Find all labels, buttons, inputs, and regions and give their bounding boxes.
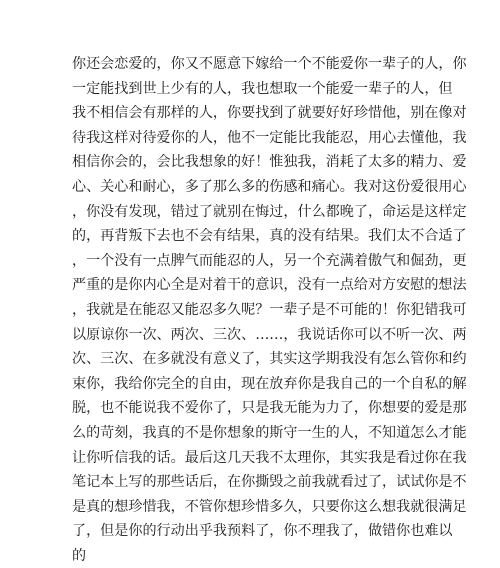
text-line: 次、三次、在多就没有意义了，其实这学期我没有怎么管你和约 xyxy=(72,351,467,368)
text-line: 心、关心和耐心，多了那么多的伤感和痛心。我对这份爱很用心 xyxy=(72,178,467,195)
text-line: ，一个没有一点脾气而能忍的人，另一个充满着傲气和倔劲，更 xyxy=(72,252,467,269)
text-line: 相信你会的，会比我想象的好！惟独我，消耗了太多的精力、爱 xyxy=(72,154,467,171)
text-line: 一定能找到世上少有的人，我也想取一个能爱一辈子的人，但 xyxy=(72,80,453,97)
text-line: 以原谅你一次、两次、三次、……，我说话你可以不听一次、两 xyxy=(72,326,467,343)
text-line: 我不相信会有那样的人，你要找到了就要好好珍惜他，别在像对 xyxy=(72,105,467,122)
text-line: 严重的是你内心全是对着干的意识，没有一点给对方安慰的想法 xyxy=(72,277,467,294)
text-line: 了，但是你的行动出乎我预料了，你不理我了，做错你也难以 xyxy=(72,523,453,540)
body-text xyxy=(72,52,467,568)
text-line: 么的苛刻，我真的不是你想象的斯守一生的人，不知道怎么才能 xyxy=(72,424,467,441)
text-line: 你还会恋爱的，你又不愿意下嫁给一个不能爱你一辈子的人，你 xyxy=(72,56,467,72)
text-line: 脱，也不能说我不爱你了，只是我无能为力了，你想要的爱是那 xyxy=(72,400,467,417)
text-line: 让你听信我的话。最后这几天我不太理你，其实我是看过你在我 xyxy=(72,449,467,466)
text-line: 的，再背叛下去也不会有结果，真的没有结果。我们太不合适了 xyxy=(72,228,467,245)
text-line: 笔记本上写的那些话后，在你撕毁之前我就看过了，试试你是不 xyxy=(72,474,467,491)
text-line: 的 xyxy=(72,547,87,564)
text-line: 待我这样对待爱你的人，他不一定能比我能忍，用心去懂他，我 xyxy=(72,129,467,146)
text-line: 是真的想珍惜我，不管你想珍惜多久，只要你这么想我就很满足 xyxy=(72,498,467,515)
text-line: ，我就是在能忍又能忍多久呢？一辈子是不可能的！你犯错我可 xyxy=(72,301,467,318)
text-line: ，你没有发现，错过了就别在悔过，什么都晚了，命运是这样定 xyxy=(72,203,467,220)
text-line: 束你，我给你完全的自由，现在放弃你是我自己的一个自私的解 xyxy=(72,375,467,392)
